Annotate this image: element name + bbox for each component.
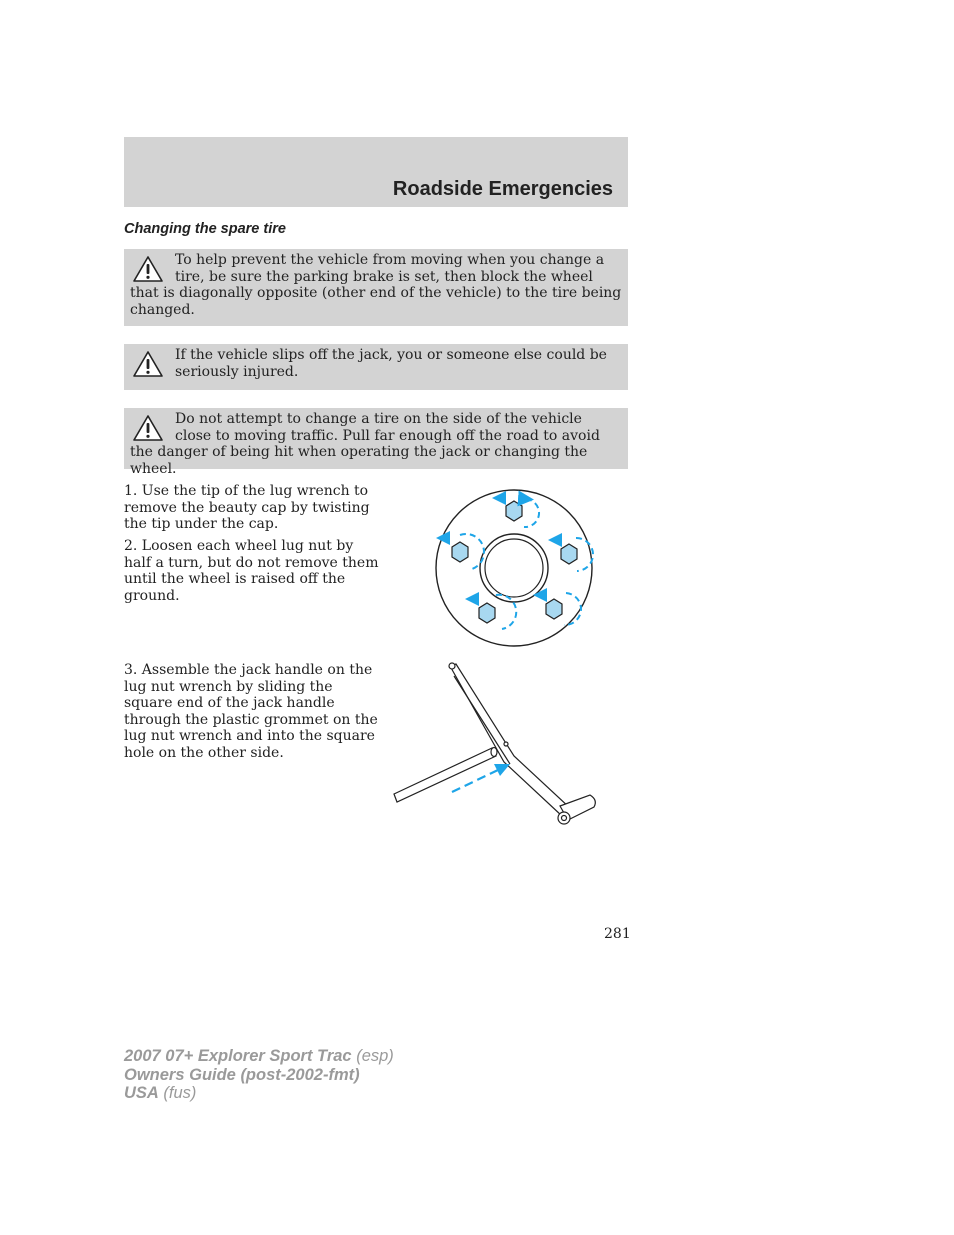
warning-box-2 (124, 344, 628, 390)
warning-text-1: To help prevent the vehicle from moving when you change a tire, be sure the parking brake is set, then block the wheel that is diagonally opposite (other end of the vehicle) to the tire being changed. (130, 252, 622, 318)
jack-handle (394, 748, 497, 803)
footer-line-2: Owners Guide (post-2002-fmt) (124, 1065, 360, 1084)
warning-text-2: If the vehicle slips off the jack, you or someone else could be seriously injured. (175, 347, 607, 380)
page-number: 281 (604, 926, 631, 942)
subheading: Changing the spare tire (124, 221, 286, 237)
footer-line-1: 2007 07+ Explorer Sport Trac (esp) (124, 1047, 394, 1065)
step-3: 3. Assemble the jack handle on the lug nut wrench by sliding the square end of the jack handle through the plastic grommet on the lug nut wrench and into the square hole on the other side. (124, 662, 378, 761)
warning-triangle-icon (132, 414, 164, 442)
jack-handle-assembly-diagram (392, 660, 604, 836)
section-title: Roadside Emergencies (392, 178, 613, 200)
lug-wrench (449, 663, 595, 824)
warning-triangle-icon (132, 255, 164, 283)
section-header-band (124, 137, 628, 207)
footer-line-3: USA (fus) (124, 1084, 197, 1102)
warning-triangle-icon (132, 350, 164, 378)
step-2: 2. Loosen each wheel lug nut by half a turn, but do not remove them until the wheel is raised off the ground. (124, 538, 379, 604)
warning-box-1 (124, 249, 628, 326)
wheel-lug-nut-diagram (430, 485, 600, 653)
document-footer (124, 1047, 394, 1103)
warning-box-3 (124, 408, 628, 477)
step-1: 1. Use the tip of the lug wrench to remove the beauty cap by twisting the tip under the cap. (124, 483, 370, 532)
warning-text-3: Do not attempt to change a tire on the side of the vehicle close to moving traffic. Pull far enough off the road to avoid the danger of being hit when operating the jack or changing the wheel. (130, 411, 600, 477)
